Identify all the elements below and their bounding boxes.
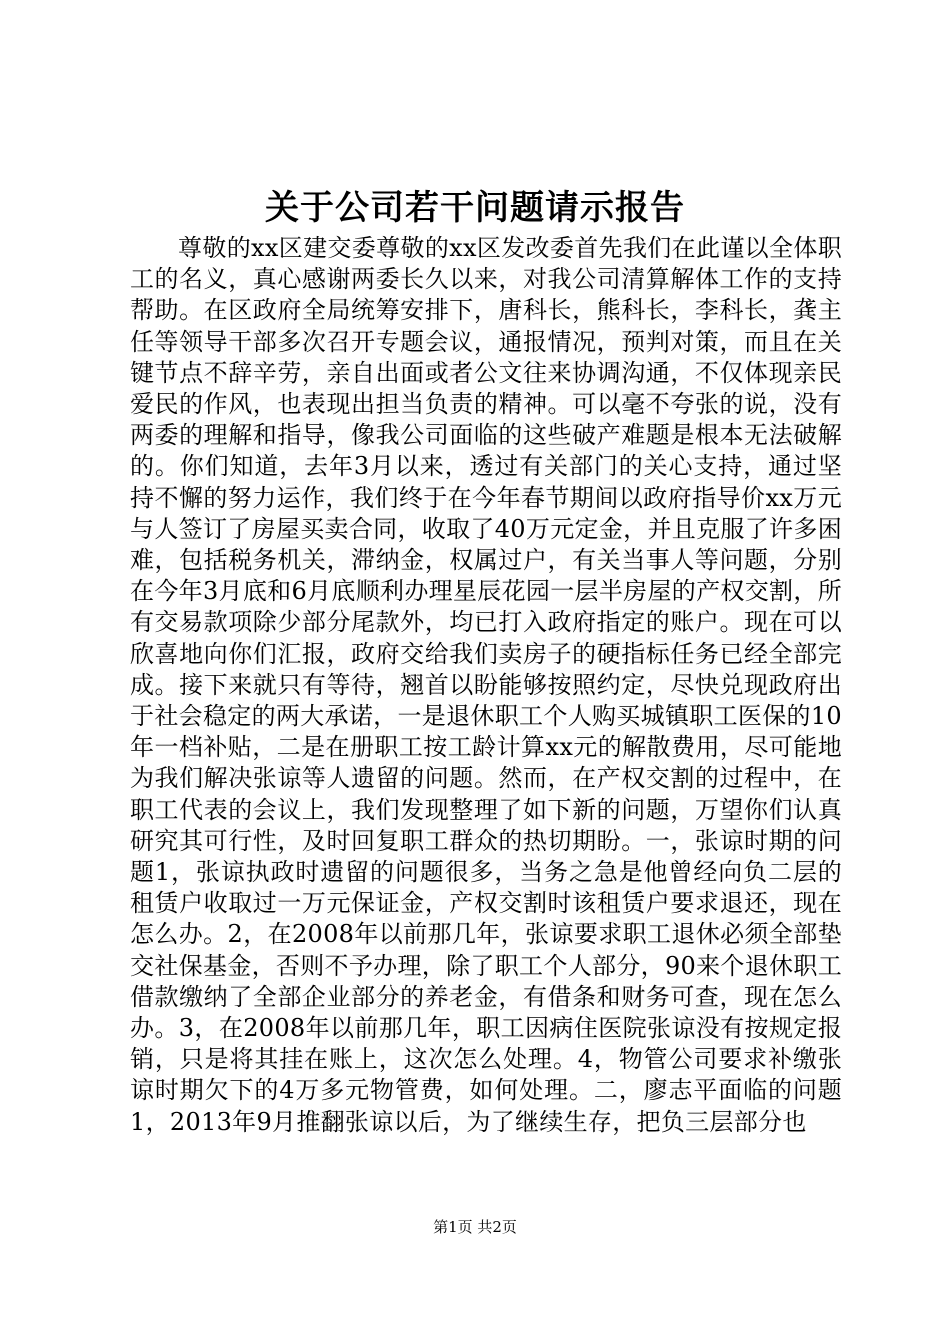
document-title: 关于公司若干问题请示报告 [265,188,685,228]
page-number: 第1页 共2页 [433,1218,517,1236]
document-body: 尊敬的xx区建交委尊敬的xx区发改委首先我们在此谨以全体职工的名义，真心感谢两委长久以来，对我公司清算解体工作的支持帮助。在区政府全局统筹安排下，唐科长，熊科长，李科长，龚主任等领导干部多次召开专题会议，通报情况，预判对策，而且在关键节点不辞辛劳，亲自出面或者公文往来协调沟通，不仅体现亲民爱民的作风，也表现出担当负责的精神。可以毫不夸张的说，没有两委的理解和指导，像我公司面临的这些破产难题是根本无法破解的。你们知道，去年3月以来，透过有关部门的关心支持，通过坚持不懈的努力运作，我们终于在今年春节期间以政府指导价xx万元与人签订了房屋买卖合同，收取了40万元定金，并且克服了许多困难，包括税务机关，滞纳金，权属过户，有关当事人等问题，分别在今年3月底和6月底顺利办理星辰花园一层半房屋的产权交割，所有交易款项除少部分尾款外，均已打入政府指定的账户。现在可以欣喜地向你们汇报，政府交给我们卖房子的硬指标任务已经全部完成。接下来就只有等待，翘首以盼能够按照约定，尽快兑现政府出于社会稳定的两大承诺，一是退休职工个人购买城镇职工医保的10年一档补贴，二是在册职工按工龄计算xx元的解散费用，尽可能地为我们解决张谅等人遗留的问题。然而，在产权交割的过程中，在职工代表的会议上，我们发现整理了如下新的问题，万望你们认真研究其可行性，及时回复职工群众的热切期盼。一，张谅时期的问题1，张谅执政时遗留的问题很多，当务之急是他曾经向负二层的租赁户收取过一万元保证金，产权交割时该租赁户要求退还，现在怎么办。2，在2008年以前那几年，张谅要求职工退休必须全部垫交社保基金，否则不予办理，除了职工个人部分，90来个退休职工借款缴纳了全部企业部分的养老金，有借条和财务可查，现在怎么办。3，在2008年以前那几年，职工因病住医院张谅没有按规定报销，只是将其挂在账上，这次怎么处理。4，物管公司要求补缴张谅时期欠下的4万多元物管费，如何处理。二，廖志平面临的问题1，2013年9月推翻张谅以后，为了继续生存，把负三层部分也 [130,234,842,1136]
